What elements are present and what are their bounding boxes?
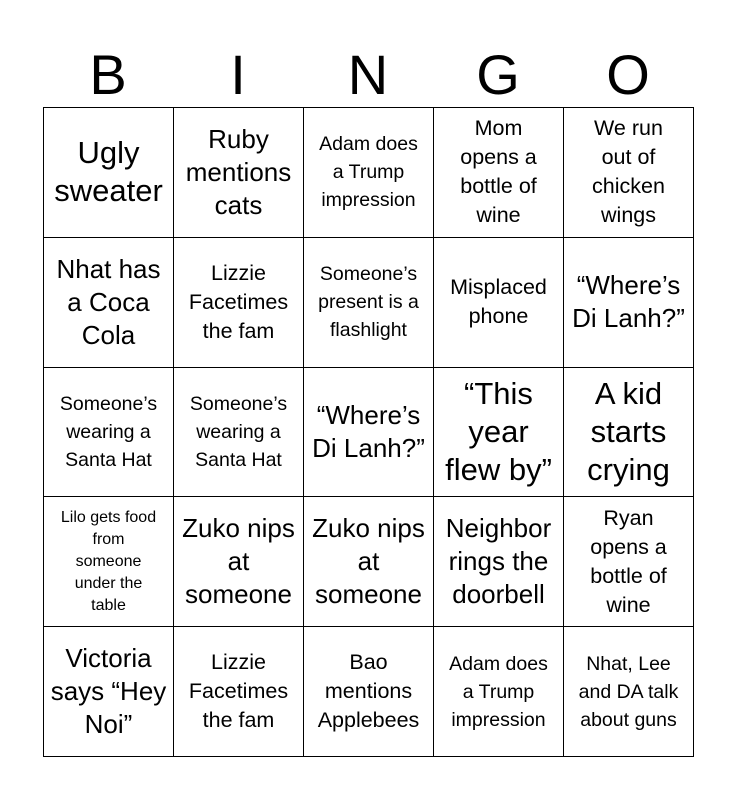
cell-text: Victoria says “Hey Noi” — [50, 643, 167, 740]
bingo-cell[interactable] — [304, 368, 434, 498]
bingo-cell[interactable] — [434, 368, 564, 498]
cell-text: Nhat has a Coca Cola — [56, 253, 161, 350]
cell-text: Someone’s wearing a Santa Hat — [59, 392, 158, 471]
cell-text: “This year flew by” — [445, 375, 552, 487]
bingo-cell[interactable] — [304, 238, 434, 368]
bingo-cell[interactable] — [174, 497, 304, 627]
cell-text: Lilo gets food from someone under the table — [60, 508, 157, 614]
bingo-cell[interactable] — [564, 108, 694, 238]
cell-text: Adam does a Trump impression — [319, 133, 418, 212]
cell-text: A kid starts crying — [587, 375, 670, 487]
bingo-cell[interactable] — [174, 108, 304, 238]
bingo-cell[interactable] — [564, 368, 694, 498]
cell-text: Ugly sweater — [54, 135, 163, 209]
cell-text: Zuko nips at someone — [182, 513, 295, 610]
bingo-cell[interactable] — [564, 627, 694, 757]
bingo-cell[interactable] — [434, 108, 564, 238]
bingo-cell[interactable] — [564, 238, 694, 368]
cell-text: Misplaced phone — [450, 275, 547, 329]
cell-text: Lizzie Facetimes the fam — [188, 650, 289, 733]
cell-text: Zuko nips at someone — [312, 513, 425, 610]
bingo-cell[interactable] — [174, 627, 304, 757]
cell-text: Someone’s present is a flashlight — [318, 263, 419, 342]
cell-text: Someone’s wearing a Santa Hat — [189, 392, 288, 471]
bingo-cell[interactable] — [44, 368, 174, 498]
header-letter-g: G — [476, 43, 520, 106]
bingo-cell[interactable] — [304, 627, 434, 757]
bingo-cell[interactable] — [304, 108, 434, 238]
cell-text: Mom opens a bottle of wine — [460, 116, 537, 228]
header-letter-i: I — [230, 43, 246, 106]
bingo-cell[interactable] — [434, 627, 564, 757]
bingo-cell[interactable] — [44, 627, 174, 757]
cell-text: We run out of chicken wings — [592, 116, 665, 228]
cell-text: Ruby mentions cats — [185, 123, 292, 220]
bingo-cell[interactable] — [434, 238, 564, 368]
bingo-cell[interactable] — [304, 497, 434, 627]
cell-text: Adam does a Trump impression — [449, 652, 548, 731]
header-letter-o: O — [606, 43, 650, 106]
header-letter-b: B — [89, 43, 127, 106]
bingo-cell[interactable] — [174, 238, 304, 368]
bingo-cell[interactable] — [564, 497, 694, 627]
bingo-cell[interactable] — [44, 238, 174, 368]
cell-text: Bao mentions Applebees — [317, 650, 420, 733]
bingo-cell[interactable] — [44, 497, 174, 627]
bingo-cell[interactable] — [44, 108, 174, 238]
cell-text: Ryan opens a bottle of wine — [590, 505, 667, 617]
header-letter-n: N — [347, 43, 389, 106]
cell-text: Lizzie Facetimes the fam — [188, 260, 289, 343]
cell-text: “Where’s Di Lanh?” — [572, 270, 685, 334]
cell-text: Nhat, Lee and DA talk about guns — [578, 652, 679, 731]
cell-text: “Where’s Di Lanh?” — [312, 399, 425, 463]
bingo-header — [43, 44, 693, 106]
bingo-board — [43, 107, 694, 757]
cell-text: Neighbor rings the doorbell — [445, 513, 552, 610]
bingo-cell[interactable] — [174, 368, 304, 498]
bingo-cell[interactable] — [434, 497, 564, 627]
